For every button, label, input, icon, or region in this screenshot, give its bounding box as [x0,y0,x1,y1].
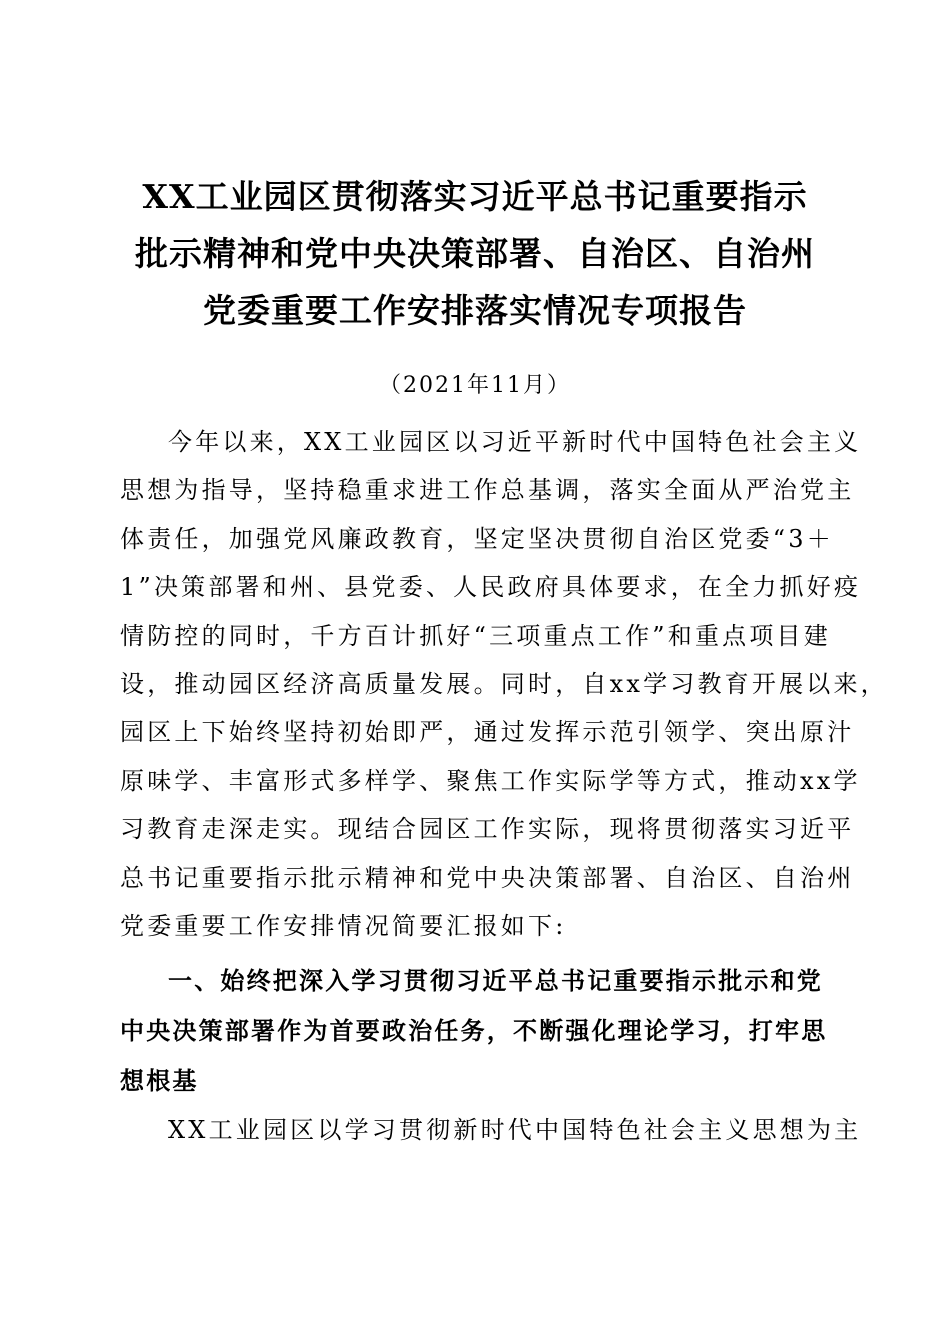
title-line-2: 批示精神和党中央决策部署、自治区、自治州 [135,234,815,273]
intro-line-9: 习教育走深走实。现结合园区工作实际，现将贯彻落实习近平 [120,815,855,844]
document-title [100,168,850,339]
intro-line-3: 体责任，加强党风廉政教育，坚定坚决贯彻自治区党委“3＋ [120,524,834,553]
report-date: （2021年11月） [379,373,571,398]
intro-line-1: 今年以来，XX工业园区以习近平新时代中国特色社会主义 [168,428,862,456]
intro-line-8: 原味学、丰富形式多样学、聚焦工作实际学等方式，推动xx学 [120,766,861,795]
title-line-1: XX工业园区贯彻落实习近平总书记重要指示 [142,177,808,216]
intro-line-4: 1”决策部署和州、县党委、人民政府具体要求，在全力抓好疫 [120,573,862,602]
section-1-heading-line-2: 中央决策部署作为首要政治任务，不断强化理论学习，打牢思 [120,1017,828,1046]
intro-line-2: 思想为指导，坚持稳重求进工作总基调，落实全面从严治党主 [120,476,855,505]
intro-line-7: 园区上下始终坚持初始即严，通过发挥示范引领学、突出原汁 [120,718,855,747]
intro-line-11: 党委重要工作安排情况简要汇报如下: [120,911,567,940]
title-line-3: 党委重要工作安排落实情况专项报告 [203,291,747,330]
intro-line-10: 总书记重要指示批示精神和党中央决策部署、自治区、自治州 [120,863,855,892]
intro-line-6: 设，推动园区经济高质量发展。同时，自xx学习教育开展以来， [120,669,888,698]
section-1-heading-line-1: 一、始终把深入学习贯彻习近平总书记重要指示批示和党 [168,967,823,996]
document-body [120,418,888,1155]
section-1-paragraph-line-1: XX工业园区以学习贯彻新时代中国特色社会主义思想为主 [168,1116,862,1145]
intro-line-5: 情防控的同时，千方百计抓好“三项重点工作”和重点项目建 [120,621,831,650]
section-1-heading-line-3: 想根基 [120,1067,199,1096]
